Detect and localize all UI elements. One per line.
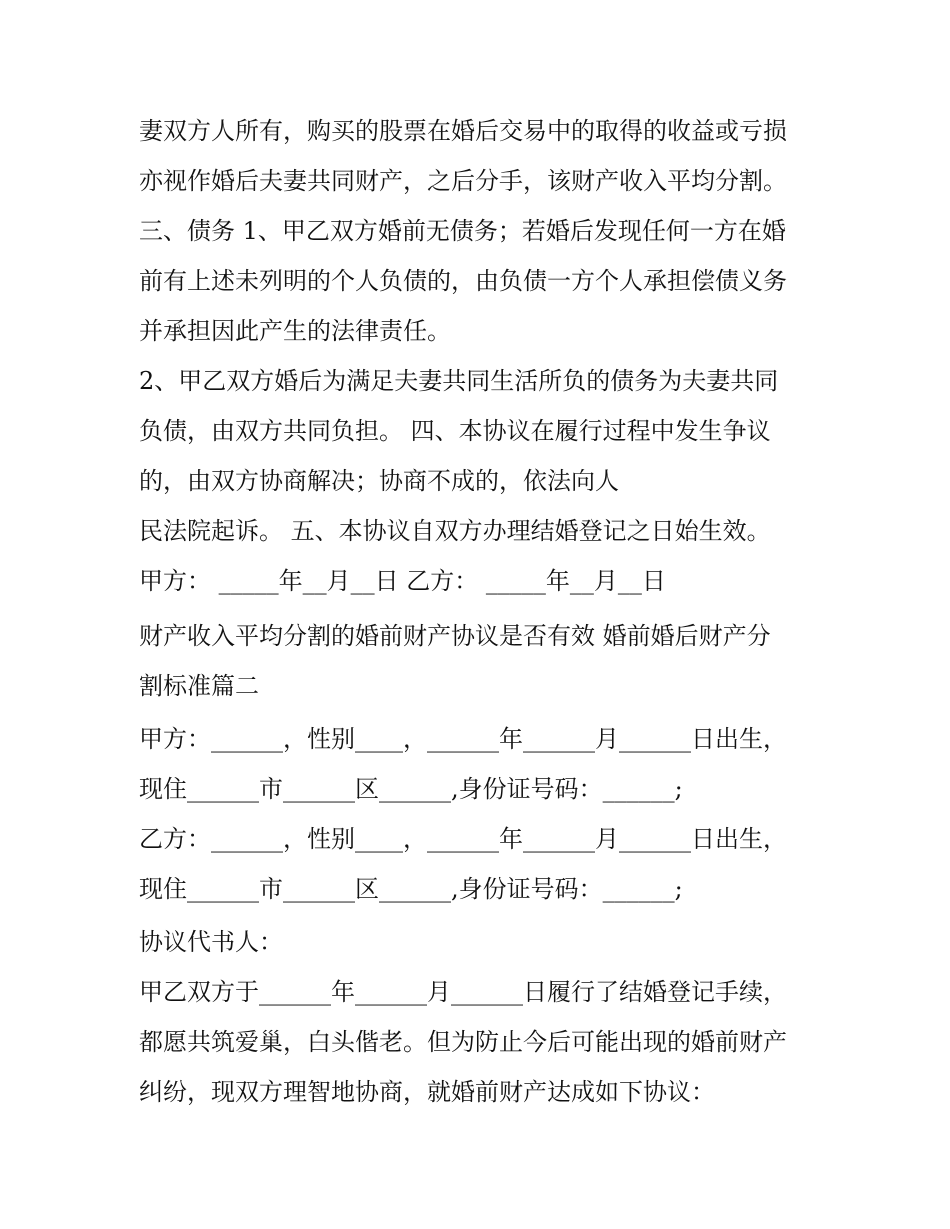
text-line-19: 都愿共筑爱巢，白头偕老。但为防止今后可能出现的婚前财产 xyxy=(139,1028,787,1056)
text-line-12: 割标准篇二 xyxy=(139,672,259,700)
text-line-15: 乙方：______，性别____，______年______月______日出生， xyxy=(139,825,787,853)
text-line-1: 妻双方人所有，购买的股票在婚后交易中的取得的收益或亏损 xyxy=(139,117,787,145)
text-line-8: 的，由双方协商解决；协商不成的，依法向人 xyxy=(139,467,619,495)
text-line-3: 三、债务 1、甲乙双方婚前无债务；若婚后发现任何一方在婚 xyxy=(139,217,786,245)
text-line-4: 前有上述未列明的个人负债的，由负债一方个人承担偿债义务 xyxy=(139,267,787,295)
text-line-6: 2、甲乙双方婚后为满足夫妻共同生活所负的债务为夫妻共同 xyxy=(139,367,779,395)
text-line-18: 甲乙双方于______年______月______日履行了结婚登记手续， xyxy=(139,978,787,1006)
text-line-7: 负债，由双方共同负担。 四、本协议在履行过程中发生争议 xyxy=(139,417,771,445)
text-line-9: 民法院起诉。 五、本协议自双方办理结婚登记之日始生效。 xyxy=(139,517,771,545)
text-line-11: 财产收入平均分割的婚前财产协议是否有效 婚前婚后财产分 xyxy=(139,622,771,650)
text-line-10: 甲方： _____年__月__日 乙方： _____年__月__日 xyxy=(139,567,666,595)
text-line-2: 亦视作婚后夫妻共同财产，之后分手，该财产收入平均分割。 xyxy=(139,167,787,195)
text-line-20: 纠纷，现双方理智地协商，就婚前财产达成如下协议： xyxy=(139,1078,715,1106)
text-line-13: 甲方：______，性别____，______年______月______日出生， xyxy=(139,725,787,753)
text-line-16: 现住______市______区______,身份证号码：______; xyxy=(139,875,683,903)
text-line-5: 并承担因此产生的法律责任。 xyxy=(139,317,451,345)
text-line-14: 现住______市______区______,身份证号码：______; xyxy=(139,775,683,803)
text-line-17: 协议代书人： xyxy=(139,928,283,956)
